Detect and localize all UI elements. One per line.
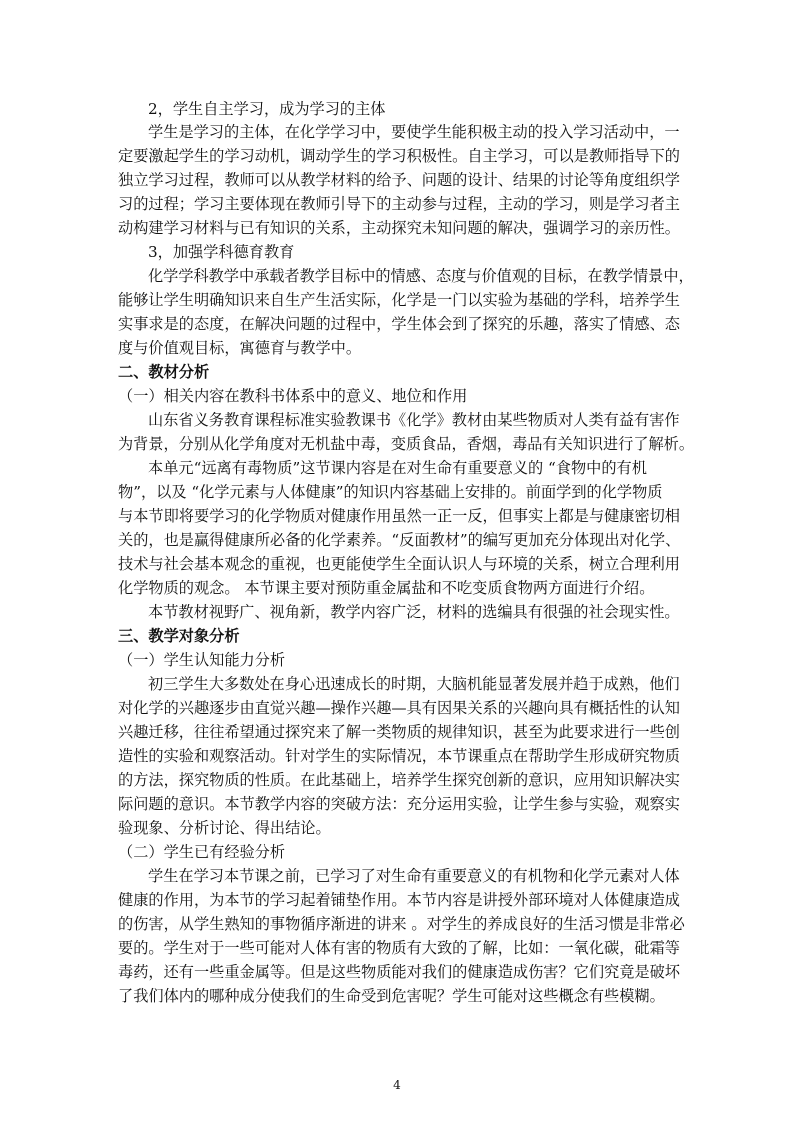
section-heading-3: 3，加强学科德育教育 (148, 243, 295, 261)
paragraph-line: 验现象、分析讨论、得出结论。 (118, 819, 331, 837)
paragraph-line: 学生在学习本节课之前，已学习了对生命有重要意义的有机物和化学元素对人体 (148, 867, 680, 885)
paragraph-line: 化学物质的观念。 本节课主要对预防重金属盐和不吃变质食物两方面进行介绍。 (118, 579, 655, 597)
paragraph-line: 山东省义务教育课程标准实验教课书《化学》教材由某些物质对人类有益有害作 (148, 411, 680, 429)
paragraph-line: 际问题的意识。本节教学内容的突破方法：充分运用实验，让学生参与实验，观察实 (118, 795, 680, 813)
heading-textbook-analysis: 二、教材分析 (118, 363, 210, 381)
paragraph-line: 与本节即将要学习的化学物质对健康作用虽然一正一反，但事实上都是与健康密切相 (118, 507, 680, 525)
paragraph-line: 的伤害，从学生熟知的事物循序渐进的讲来 。对学生的养成良好的生活习惯是非常必 (118, 915, 685, 933)
paragraph-line: 对化学的兴趣逐步由直觉兴趣—操作兴趣—具有因果关系的兴趣向具有概括性的认知 (118, 699, 680, 717)
paragraph-line: 要的。学生对于一些可能对人体有害的物质有大致的了解，比如：一氧化碳，砒霜等 (118, 939, 680, 957)
paragraph-line: 为背景，分别从化学角度对无机盐中毒，变质食品，香烟，毒品有关知识进行了解析。 (118, 435, 694, 453)
paragraph-line: 技术与社会基本观念的重视，也更能使学生全面认识人与环境的关系，树立合理利用 (118, 555, 680, 573)
section-heading-2: 2，学生自主学习，成为学习的主体 (148, 100, 386, 118)
paragraph-line: 兴趣迁移，往往希望通过探究来了解一类物质的规律知识，甚至为此要求进行一些创 (118, 723, 680, 741)
paragraph-line: 关的，也是赢得健康所必备的化学素养。“反面教材”的编写更加充分体现出对化学、 (118, 531, 681, 549)
paragraph-line: 度与价值观目标，寓德育与教学中。 (118, 339, 361, 357)
paragraph-line: 能够让学生明确知识来自生产生活实际，化学是一门以实验为基础的学科，培养学生 (118, 291, 680, 309)
paragraph-line: 造性的实验和观察活动。针对学生的实际情况，本节课重点在帮助学生形成研究物质 (118, 747, 680, 765)
paragraph-line: 化学学科教学中承载者教学目标中的情感、态度与价值观的目标，在教学情景中， (148, 267, 694, 285)
paragraph-line: 本节教材视野广、视角新，教学内容广泛，材料的选编具有很强的社会现实性。 (148, 603, 680, 621)
subheading: （一）相关内容在教科书体系中的意义、地位和作用 (118, 387, 468, 405)
paragraph-line: 健康的作用，为本节的学习起着铺垫作用。本节内容是讲授外部环境对人体健康造成 (118, 891, 680, 909)
paragraph-line: 了我们体内的哪种成分使我们的生命受到危害呢？学生可能对这些概念有些模糊。 (118, 987, 665, 1005)
paragraph-line: 动构建学习材料与已有知识的关系，主动探究未知问题的解决，强调学习的亲历性。 (118, 219, 680, 237)
paragraph-line: 的方法，探究物质的性质。在此基础上，培养学生探究创新的意识，应用知识解决实 (118, 771, 680, 789)
paragraph-line: 定要激起学生的学习动机，调动学生的学习积极性。自主学习，可以是教师指导下的 (118, 147, 680, 165)
page-number: 4 (393, 1078, 401, 1092)
paragraph-line: 初三学生大多数处在身心迅速成长的时期，大脑机能显著发展并趋于成熟，他们 (148, 675, 680, 693)
paragraph-line: 独立学习过程，教师可以从教学材料的给予、问题的设计、结果的讨论等角度组织学 (118, 171, 680, 189)
paragraph-line: 物”，以及 “化学元素与人体健康”的知识内容基础上安排的。前面学到的化学物质 (118, 483, 663, 501)
subheading: （二）学生已有经验分析 (118, 843, 286, 861)
heading-student-analysis: 三、教学对象分析 (118, 627, 240, 645)
paragraph-line: 实事求是的态度，在解决问题的过程中，学生体会到了探究的乐趣，落实了情感、态 (118, 315, 680, 333)
subheading: （一）学生认知能力分析 (118, 651, 286, 669)
paragraph-line: 学生是学习的主体，在化学学习中，要使学生能积极主动的投入学习活动中，一 (148, 123, 680, 141)
paragraph-line: 本单元“远离有毒物质”这节课内容是在对生命有重要意义的 “食物中的有机 (148, 459, 647, 477)
paragraph-line: 毒药，还有一些重金属等。但是这些物质能对我们的健康造成伤害？它们究竟是破坏 (118, 963, 680, 981)
paragraph-line: 习的过程；学习主要体现在教师引导下的主动参与过程，主动的学习，则是学习者主 (118, 195, 680, 213)
